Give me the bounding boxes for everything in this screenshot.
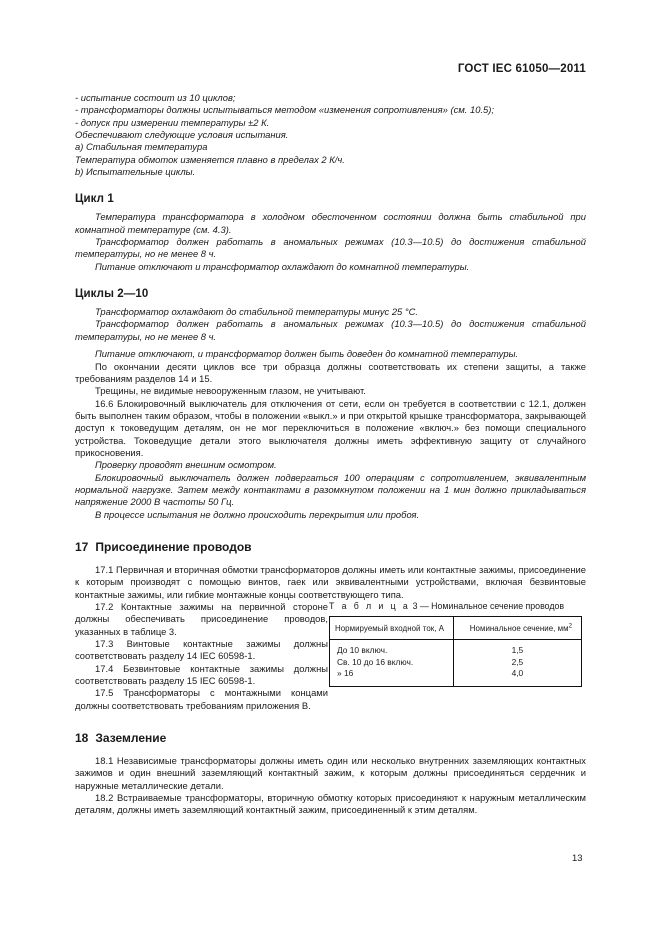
page-number: 13 bbox=[572, 852, 583, 863]
table-3-nominal-conductor-section bbox=[329, 616, 582, 687]
section-18-number: 18 bbox=[75, 731, 89, 746]
intro-bullet-3: - допуск при измерении температуры ±2 К. bbox=[75, 116, 270, 128]
table-3-header-section-superscript: 2 bbox=[568, 621, 573, 629]
table-3-header-section bbox=[453, 617, 581, 640]
section-17-heading bbox=[75, 540, 586, 555]
intro-lead-text: Обеспечивают следующие условия испытания. bbox=[75, 129, 289, 141]
cycles2-10-paragraph-2: Трансформатор должен работать в аномальных режимах (10.3—10.5) до достижения стабильной температуры, но не менее 8 ч. bbox=[75, 318, 586, 342]
intro-bullet-2: - трансформаторы должны испытываться методом «изменения сопротивления» (см. 10.5); bbox=[75, 104, 495, 116]
intro-item-a: a) Стабильная температура bbox=[75, 141, 208, 153]
heading-cycles-2-10: Циклы 2—10 bbox=[75, 288, 149, 301]
table-3-current-row-2: Св. 10 до 16 включ. bbox=[337, 656, 414, 667]
table-3-current-row-1: До 10 включ. bbox=[337, 645, 388, 655]
cycles2-10-paragraph-1: Трансформатор охлаждают до стабильной температуры минус 25 °С. bbox=[95, 306, 419, 318]
table-row bbox=[330, 640, 582, 687]
cycle1-paragraph-1: Температура трансформатора в холодном обесточенном состоянии должна быть стабильной при комнатной температуре (см. 4.3). bbox=[75, 211, 586, 235]
clause-17-2-paragraph: 17.2 Контактные зажимы на первичной стороне должны обеспечивать присоединение проводов, указанных в таблице 3. bbox=[75, 601, 328, 637]
clause-17-4-paragraph: 17.4 Безвинтовые контактные зажимы должны соответствовать разделу 15 IEC 60598-1. bbox=[75, 662, 328, 687]
table-3-current-row-3: » 16 bbox=[337, 668, 354, 679]
clause-16-6-check-paragraph: Проверку проводят внешним осмотром. bbox=[95, 459, 277, 471]
clause-17-1-paragraph: 17.1 Первичная и вторичная обмотки трансформаторов должны иметь или контактные зажимы, присоединение к которым производят с помощью винтов, гаек или эквивалентными устройствами, включая безвинтовые контактные зажимы, или гибкие монтажные концы соответствующего типа. bbox=[75, 563, 586, 600]
table-3-caption-label: Т а б л и ц а bbox=[329, 601, 411, 611]
section-17-title: Присоединение проводов bbox=[95, 539, 252, 554]
clause-16-6-result-paragraph: В процессе испытания не должно происходить перекрытия или пробоя. bbox=[95, 508, 420, 520]
page-header-standard-number: ГОСТ IEC 61050—2011 bbox=[457, 63, 586, 75]
table-3-section-row-1: 1,5 bbox=[511, 645, 524, 655]
section-17-split-region bbox=[75, 601, 586, 712]
table-3-header-section-text: Номинальное сечение, мм bbox=[469, 623, 569, 633]
section-18-title: Заземление bbox=[95, 731, 167, 746]
clause-18-1-paragraph: 18.1 Независимые трансформаторы должны иметь один или несколько внутренних заземляющих контактных зажимов и один внешний заземляющий контактный зажим, к которым должны присоединяться сердечник и наружные металлические детали. bbox=[75, 755, 586, 791]
clause-16-6-paragraph: 16.6 Блокировочный выключатель для отключения от сети, если он требуется в соответствии с 12.1, должен быть выполнен таким образом, чтобы в положении «выкл.» и при открытой крышке трансформатора, закрывающей доступ к токоведущим деталям, он не мог переключиться в положение «включ.» без помощи специального устройства. Токоведущие детали этого выключателя должны иметь эффективную защиту от случайного прикосновения. bbox=[75, 397, 586, 458]
section-18-heading bbox=[75, 731, 586, 746]
table-3-section-row-2: 2,5 bbox=[511, 656, 524, 667]
table-3-section-row-3: 4,0 bbox=[511, 668, 524, 679]
heading-cycle-1: Цикл 1 bbox=[75, 193, 114, 206]
table-3-container bbox=[329, 601, 586, 687]
table-3-header-current: Нормируемый входной ток, А bbox=[330, 617, 454, 640]
intro-bullet-1: - испытание состоит из 10 циклов; bbox=[75, 92, 236, 103]
clause-18-2-paragraph: 18.2 Встраиваемые трансформаторы, вторичную обмотку которых присоединяют к наружным металлическим деталям, должны иметь заземляющий контактный зажим, присоединенный к этим деталям. bbox=[75, 792, 586, 816]
page-content bbox=[75, 92, 586, 817]
cycles2-10-paragraph-3: Питание отключают, и трансформатор должен быть доведен до комнатной температуры. bbox=[95, 348, 519, 360]
table-3-head bbox=[330, 617, 582, 640]
table-3-caption bbox=[329, 601, 586, 612]
table-row bbox=[330, 617, 582, 640]
table-3-section-cells bbox=[453, 640, 581, 687]
table-3-body bbox=[330, 640, 582, 687]
intro-item-a-text: Температура обмоток изменяется плавно в пределах 2 К/ч. bbox=[75, 153, 345, 165]
cycles2-10-paragraph-4: По окончании десяти циклов все три образца должны соответствовать их степени защиты, а также требованиям разделов 14 и 15. bbox=[75, 360, 586, 384]
section-17-left-column bbox=[75, 601, 328, 712]
intro-item-b: b) Испытательные циклы. bbox=[75, 166, 196, 178]
clause-17-3-paragraph: 17.3 Винтовые контактные зажимы должны соответствовать разделу 14 IEC 60598-1. bbox=[75, 638, 328, 662]
cycles2-10-paragraph-5: Трещины, не видимые невооруженным глазом, не учитывают. bbox=[95, 385, 366, 397]
clause-16-6-test-paragraph: Блокировочный выключатель должен подвергаться 100 операциям с сопротивлением, эквивалентным нормальной нагрузке. Затем между контактами в разомкнутом положении на 1 мин должно прикладываться напряжение 2000 В частоты 50 Гц. bbox=[75, 471, 586, 508]
section-17-number: 17 bbox=[75, 539, 89, 554]
cycle1-paragraph-3: Питание отключают и трансформатор охлаждают до комнатной температуры. bbox=[95, 260, 470, 272]
table-3-caption-text: 3 — Номинальное сечение проводов bbox=[412, 601, 565, 611]
cycle1-paragraph-2: Трансформатор должен работать в аномальных режимах (10.3—10.5) до достижения стабильной температуры, но не менее 8 ч. bbox=[75, 236, 586, 260]
table-3-current-cells bbox=[330, 640, 454, 687]
clause-17-5-paragraph: 17.5 Трансформаторы с монтажными концами должны соответствовать требованиям приложения В. bbox=[75, 687, 328, 711]
